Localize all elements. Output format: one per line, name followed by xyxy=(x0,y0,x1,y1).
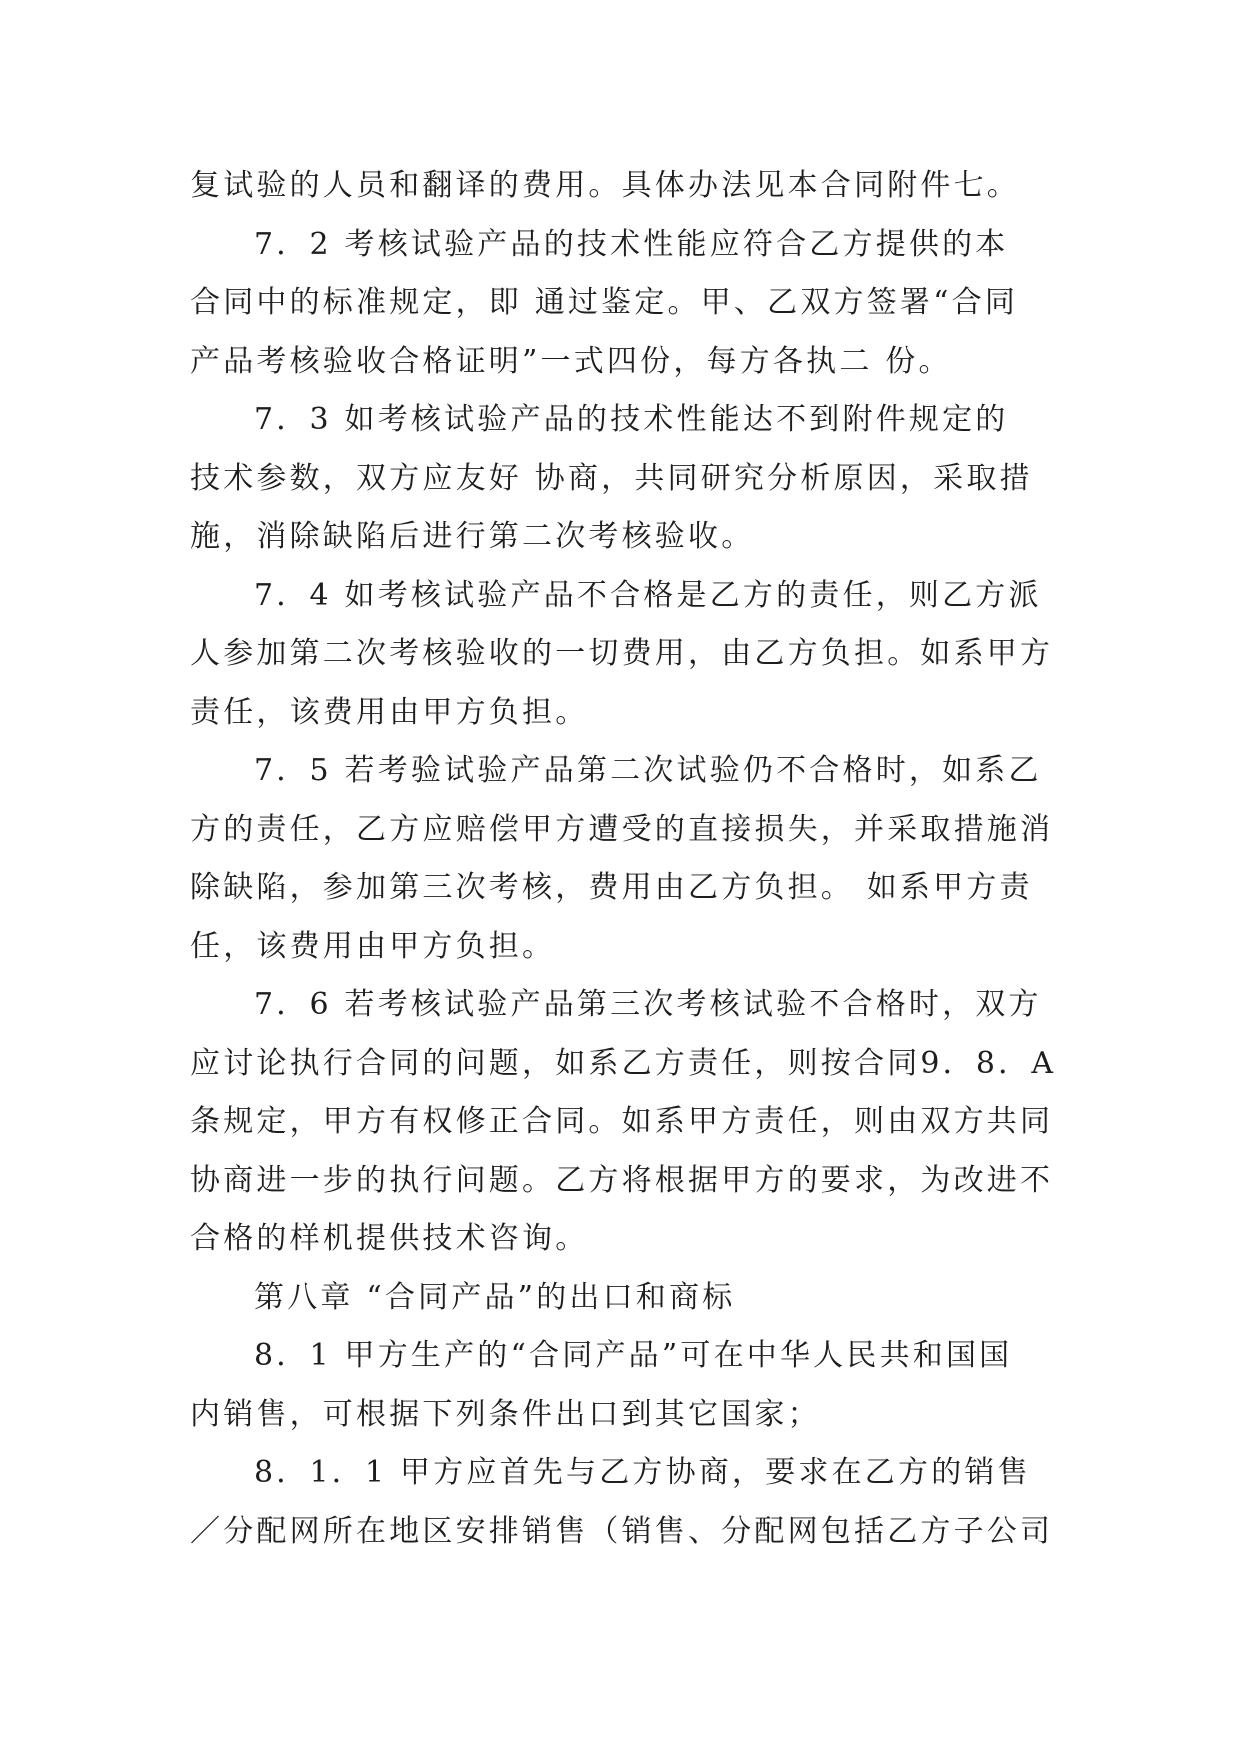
text-line: 协商进一步的执行问题。乙方将根据甲方的要求，为改进不 xyxy=(190,1162,1054,1198)
chapter-8-heading: 第八章 “合同产品”的出口和商标 xyxy=(254,1279,736,1315)
text-line: 技术参数，双方应友好 协商，共同研究分析原因，采取措 xyxy=(190,460,1033,496)
clause-7-3-line: 7．3 如考核试验产品的技术性能达不到附件规定的 xyxy=(254,402,1009,437)
text-line: 复试验的人员和翻译的费用。具体办法见本合同附件七。 xyxy=(190,168,1020,203)
clause-8-1-line: 8．1 甲方生产的“合同产品”可在中华人民共和国国 xyxy=(254,1338,1013,1373)
text-line: 合格的样机提供技术咨询。 xyxy=(190,1221,589,1256)
text-line: 产品考核验收合格证明”一式四份，每方各执二 份。 xyxy=(190,343,952,379)
contract-text xyxy=(190,157,1060,1561)
text-line: 人参加第二次考核验收的一切费用，由乙方负担。如系甲方 xyxy=(190,636,1054,671)
text-line: 内销售，可根据下列条件出口到其它国家； xyxy=(190,1396,821,1432)
clause-7-6-line: 7．6 若考核试验产品第三次考核试验不合格时，双方 xyxy=(254,987,1042,1022)
clause-8-1-1-line: 8．1．1 甲方应首先与乙方协商，要求在乙方的销售 xyxy=(254,1455,1031,1490)
text-line: 方的责任，乙方应赔偿甲方遭受的直接损失，并采取措施消 xyxy=(190,811,1054,847)
text-line: 合同中的标准规定，即 通过鉴定。甲、乙双方签署“合同 xyxy=(190,285,1019,320)
text-line: ／分配网所在地区安排销售（销售、分配网包括乙方子公司 xyxy=(190,1513,1054,1549)
text-line: 任，该费用由甲方负担。 xyxy=(190,928,556,964)
text-line: 除缺陷，参加第三次考核，费用由乙方负担。 如系甲方责 xyxy=(190,870,1033,905)
clause-7-5-line: 7．5 若考验试验产品第二次试验仍不合格时，如系乙 xyxy=(254,753,1042,788)
text-line: 施，消除缺陷后进行第二次考核验收。 xyxy=(190,519,755,554)
clause-7-4-line: 7．4 如考核试验产品不合格是乙方的责任，则乙方派 xyxy=(254,577,1042,613)
text-line: 责任，该费用由甲方负担。 xyxy=(190,694,589,730)
text-line: 应讨论执行合同的问题，如系乙方责任，则按合同9．8．A xyxy=(190,1045,1057,1081)
clause-7-2-line: 7．2 考核试验产品的技术性能应符合乙方提供的本 xyxy=(254,226,1009,262)
text-line: 条规定，甲方有权修正合同。如系甲方责任，则由双方共同 xyxy=(190,1104,1054,1139)
